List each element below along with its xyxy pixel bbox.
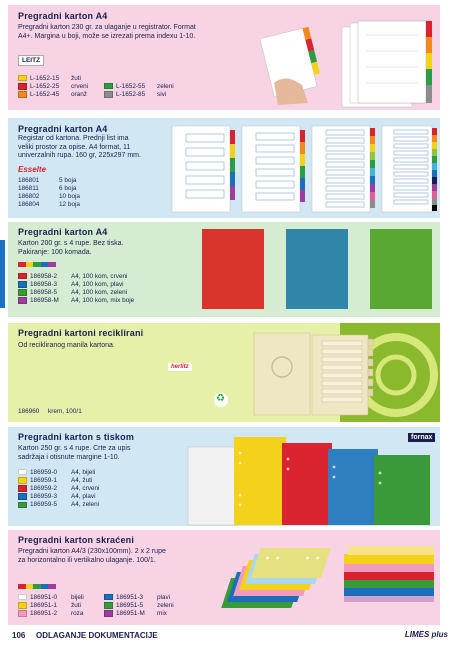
- color-swatch: [104, 610, 113, 617]
- product-row: L-1652-45 oranž: [18, 90, 88, 98]
- section-title: Pregradni karton A4: [18, 11, 108, 21]
- section-title: Pregradni kartoni reciklirani: [18, 328, 144, 338]
- product-list-left: [18, 593, 84, 618]
- page-number: 106: [12, 631, 26, 640]
- divider-5-colours: [172, 126, 235, 212]
- fornax-logo: fornax: [408, 433, 435, 442]
- section-description: Pregradni karton 230 gr. za ulaganje u registrator. Format A4+. Margina u boji, može se izrezati prema indexu 1-10.: [18, 24, 196, 40]
- section-description: Registar od kartona. Prednji list ima veliki prostor za opise. A4 format, 11 univerzalnih rupa. 160 gr, 225x297 mm.: [18, 135, 141, 160]
- product-row: L-1652-85 sivi: [104, 90, 174, 98]
- product-row: 186959-0 A4, bijeli: [18, 468, 99, 476]
- product-row: 186958-3 A4, 100 kom, plavi: [18, 280, 134, 288]
- product-list-left: [18, 74, 88, 99]
- product-row: 186951-M mix: [104, 609, 174, 617]
- section-title: Pregradni karton A4: [18, 124, 108, 134]
- product-list-right: [104, 82, 174, 98]
- color-swatch: [104, 602, 113, 609]
- section-title: Pregradni karton s tiskom: [18, 432, 135, 442]
- product-row: 186951-3 plavi: [104, 593, 174, 601]
- product-row: 186801 5 boja: [18, 176, 77, 184]
- product-row: 186960 krem, 100/1: [18, 407, 82, 415]
- color-swatch: [104, 594, 113, 601]
- product-row: 186804 12 boja: [18, 201, 80, 209]
- product-list: [18, 468, 99, 509]
- section-pregradni-kartoni-reciklirani: [8, 323, 440, 422]
- chapter-side-tab: [0, 240, 5, 308]
- product-row: 186959-2 A4, crveni: [18, 484, 99, 492]
- product-list-right: [104, 593, 174, 618]
- product-row: 186811 6 boja: [18, 184, 77, 192]
- color-swatch: [18, 594, 27, 601]
- product-row: 186958-2 A4, 100 kom, crveni: [18, 272, 134, 280]
- product-row: 186951-2 roza: [18, 609, 84, 617]
- product-list: [18, 407, 82, 415]
- product-row: 186959-3 A4, plavi: [18, 493, 99, 501]
- color-swatch: [18, 281, 27, 288]
- product-photo-leitz-dividers: [256, 13, 438, 108]
- product-row: 186959-1 A4, žuti: [18, 476, 99, 484]
- section-pregradni-karton-leitz: [8, 5, 440, 110]
- color-swatch: [18, 273, 27, 280]
- section-description: Karton 200 gr. s 4 rupe. Bez tiska. Pakiranje: 100 komada.: [18, 240, 124, 256]
- color-swatch: [18, 610, 27, 617]
- section-title: Pregradni karton skraćeni: [18, 535, 135, 545]
- product-photo-printed-dividers: [168, 433, 440, 526]
- color-swatch: [18, 602, 27, 609]
- product-list: [18, 176, 80, 209]
- product-row: 186958-M A4, 100 kom, mix boje: [18, 297, 134, 305]
- color-swatch: [18, 502, 27, 509]
- color-swatch: [18, 75, 27, 82]
- green-divider-image: [370, 229, 432, 309]
- page-footer: [8, 629, 452, 643]
- product-row: L-1652-25 crveni: [18, 82, 88, 90]
- product-row: 186951-1 žuti: [18, 601, 84, 609]
- recycle-icon: ♻: [214, 393, 228, 407]
- limes-logo: LIMES plus: [404, 630, 448, 639]
- product-photo-recycled-dividers: [244, 323, 440, 422]
- section-description: Pregradni karton A4/3 (230x100mm). 2 x 2 rupe za horizontalno ili vertikalno ulaganje. 100/1.: [18, 548, 166, 564]
- color-swatch: [18, 83, 27, 90]
- section-title: Pregradni karton A4: [18, 227, 108, 237]
- product-row: 186951-5 zeleni: [104, 601, 174, 609]
- color-swatch: [18, 297, 27, 304]
- product-row: 186958-5 A4, 100 kom, zeleni: [18, 288, 134, 296]
- section-description: Karton 250 gr. s 4 rupe. Crte za upis sadržaja i otisnute margine 1-10.: [18, 445, 131, 461]
- product-row: L-1652-15 žuti: [18, 74, 88, 82]
- product-row: 186951-0 bijeli: [18, 593, 84, 601]
- product-photo-esselte-dividers: [170, 124, 438, 216]
- section-pregradni-karton-plain: [8, 222, 440, 317]
- color-swatch: [18, 289, 27, 296]
- product-row: 186802 10 boja: [18, 192, 80, 200]
- multicolor-strip-icon: [18, 262, 56, 267]
- blue-divider-image: [286, 229, 348, 309]
- section-pregradni-karton-s-tiskom: [8, 427, 440, 526]
- color-swatch: [18, 485, 27, 492]
- section-pregradni-karton-esselte: [8, 118, 440, 218]
- color-swatch: [104, 91, 113, 98]
- product-list: [18, 272, 134, 305]
- footer-chapter-label: ODLAGANJE DOKUMENTACIJE: [36, 631, 158, 640]
- section-description: Od recikliranog manila kartona.: [18, 342, 115, 349]
- color-swatch: [104, 83, 113, 90]
- esselte-logo: Esselte: [18, 165, 47, 174]
- herlitz-logo: herlitz: [168, 363, 192, 371]
- color-swatch: [18, 493, 27, 500]
- section-pregradni-karton-skraceni: [8, 530, 440, 625]
- color-swatch: [18, 469, 27, 476]
- multicolor-strip-icon: [18, 584, 56, 589]
- product-row: 186959-5 A4, zeleni: [18, 501, 99, 509]
- color-swatch: [18, 477, 27, 484]
- color-swatch: [18, 91, 27, 98]
- red-divider-image: [202, 229, 264, 309]
- product-photo-short-dividers: [204, 538, 440, 624]
- product-row: L-1652-55 zeleni: [104, 82, 174, 90]
- leitz-logo: LEITZ: [18, 55, 44, 66]
